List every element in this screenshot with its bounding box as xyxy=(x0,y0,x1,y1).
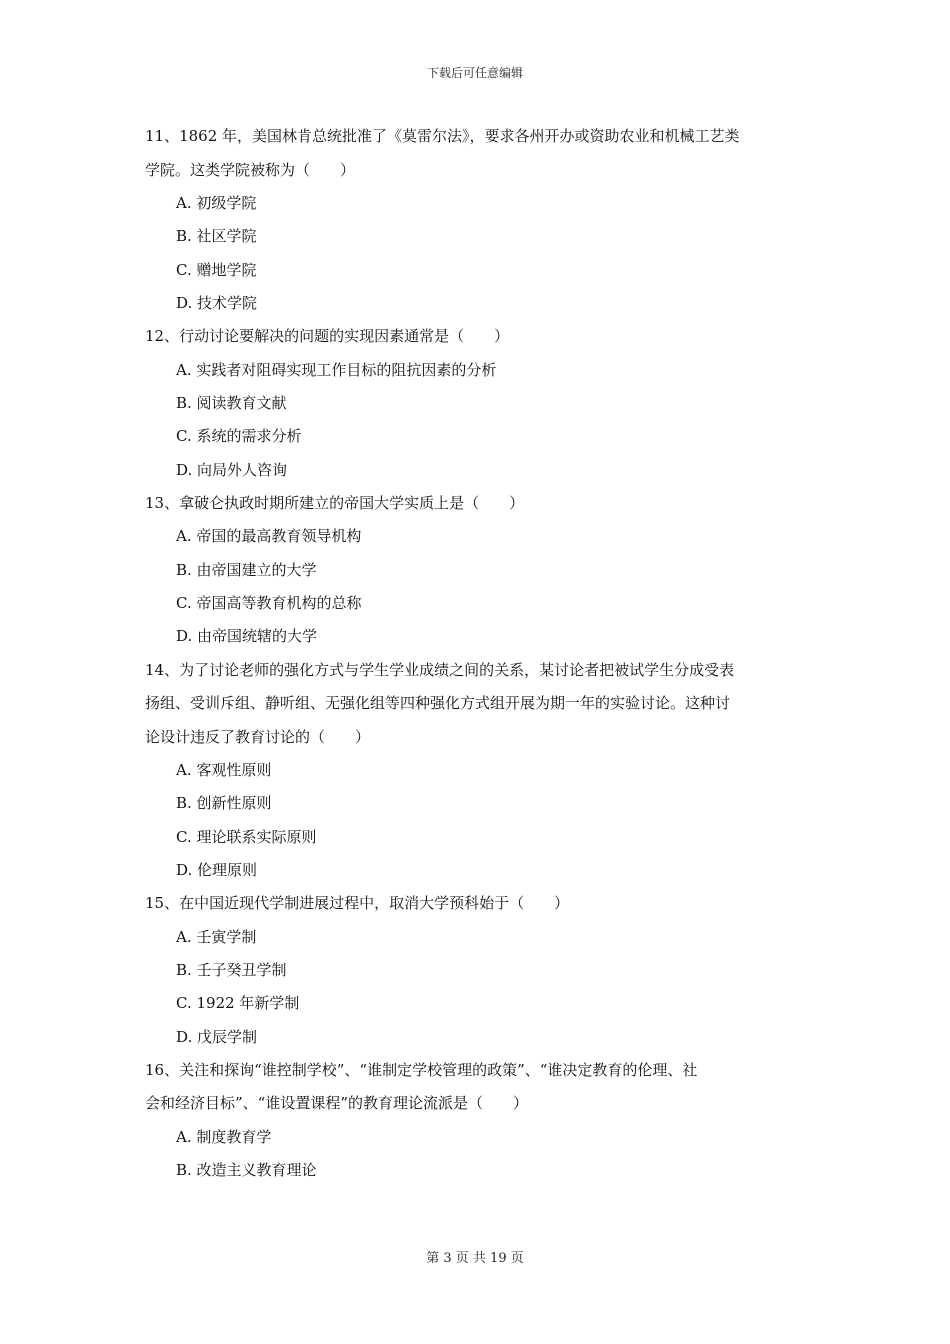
question-stem-line: 16、关注和探询“谁控制学校”、“谁制定学校管理的政策”、“谁决定教育的伦理、社 xyxy=(145,1060,698,1079)
option-b: B. 创新性原则 xyxy=(176,794,272,813)
option-b: B. 壬子癸丑学制 xyxy=(176,961,287,980)
option-a: A. 客观性原则 xyxy=(176,761,272,780)
question-11 xyxy=(145,120,815,320)
option-c: C. 系统的需求分析 xyxy=(176,427,302,446)
question-stem-line: 14、为了讨论老师的强化方式与学生学业成绩之间的关系，某讨论者把被试学生分成受表 xyxy=(145,660,735,679)
option-a: A. 壬寅学制 xyxy=(176,927,257,946)
option-d: D. 伦理原则 xyxy=(176,860,258,879)
question-stem-line: 15、在中国近现代学制进展过程中，取消大学预科始于（ ） xyxy=(145,894,570,913)
page-header: 下载后可任意编辑 xyxy=(426,66,523,80)
option-c: C. 赠地学院 xyxy=(176,260,257,279)
question-list xyxy=(145,120,815,1188)
question-stem-line: 论设计违反了教育讨论的（ ） xyxy=(145,727,371,746)
option-c: C. 理论联系实际原则 xyxy=(176,827,317,846)
option-a: A. 实践者对阻碍实现工作目标的阻抗因素的分析 xyxy=(176,360,497,379)
question-stem-line: 学院。这类学院被称为（ ） xyxy=(145,160,356,179)
question-stem-line: 会和经济目标”、“谁设置课程”的教育理论流派是（ ） xyxy=(145,1094,529,1113)
question-13 xyxy=(145,487,815,654)
option-d: D. 戊辰学制 xyxy=(176,1027,258,1046)
question-14 xyxy=(145,654,815,888)
question-stem-line: 13、拿破仑执政时期所建立的帝国大学实质上是（ ） xyxy=(145,493,525,512)
option-b: B. 社区学院 xyxy=(176,227,257,246)
question-12 xyxy=(145,320,815,487)
question-16 xyxy=(145,1054,815,1188)
option-d: D. 由帝国统辖的大学 xyxy=(176,627,318,646)
option-d: D. 向局外人咨询 xyxy=(176,460,288,479)
option-d: D. 技术学院 xyxy=(176,293,258,312)
option-a: A. 帝国的最高教育领导机构 xyxy=(176,527,362,546)
option-b: B. 阅读教育文献 xyxy=(176,393,287,412)
option-c: C. 帝国高等教育机构的总称 xyxy=(176,593,362,612)
question-stem-line: 11、1862 年，美国林肯总统批准了《莫雷尔法》，要求各州开办或资助农业和机械工艺类 xyxy=(145,127,740,145)
option-a: A. 初级学院 xyxy=(176,194,257,212)
question-stem-line: 12、行动讨论要解决的问题的实现因素通常是（ ） xyxy=(145,327,510,346)
question-15 xyxy=(145,887,815,1054)
question-stem-line: 扬组、受训斥组、静听组、无强化组等四种强化方式组开展为期一年的实验讨论。这种讨 xyxy=(145,694,731,713)
page-number: 第 3 页 共 19 页 xyxy=(426,1251,524,1266)
option-a: A. 制度教育学 xyxy=(176,1127,272,1146)
option-b: B. 改造主义教育理论 xyxy=(176,1161,317,1180)
option-c: C. 1922 年新学制 xyxy=(176,994,300,1013)
option-b: B. 由帝国建立的大学 xyxy=(176,560,317,579)
